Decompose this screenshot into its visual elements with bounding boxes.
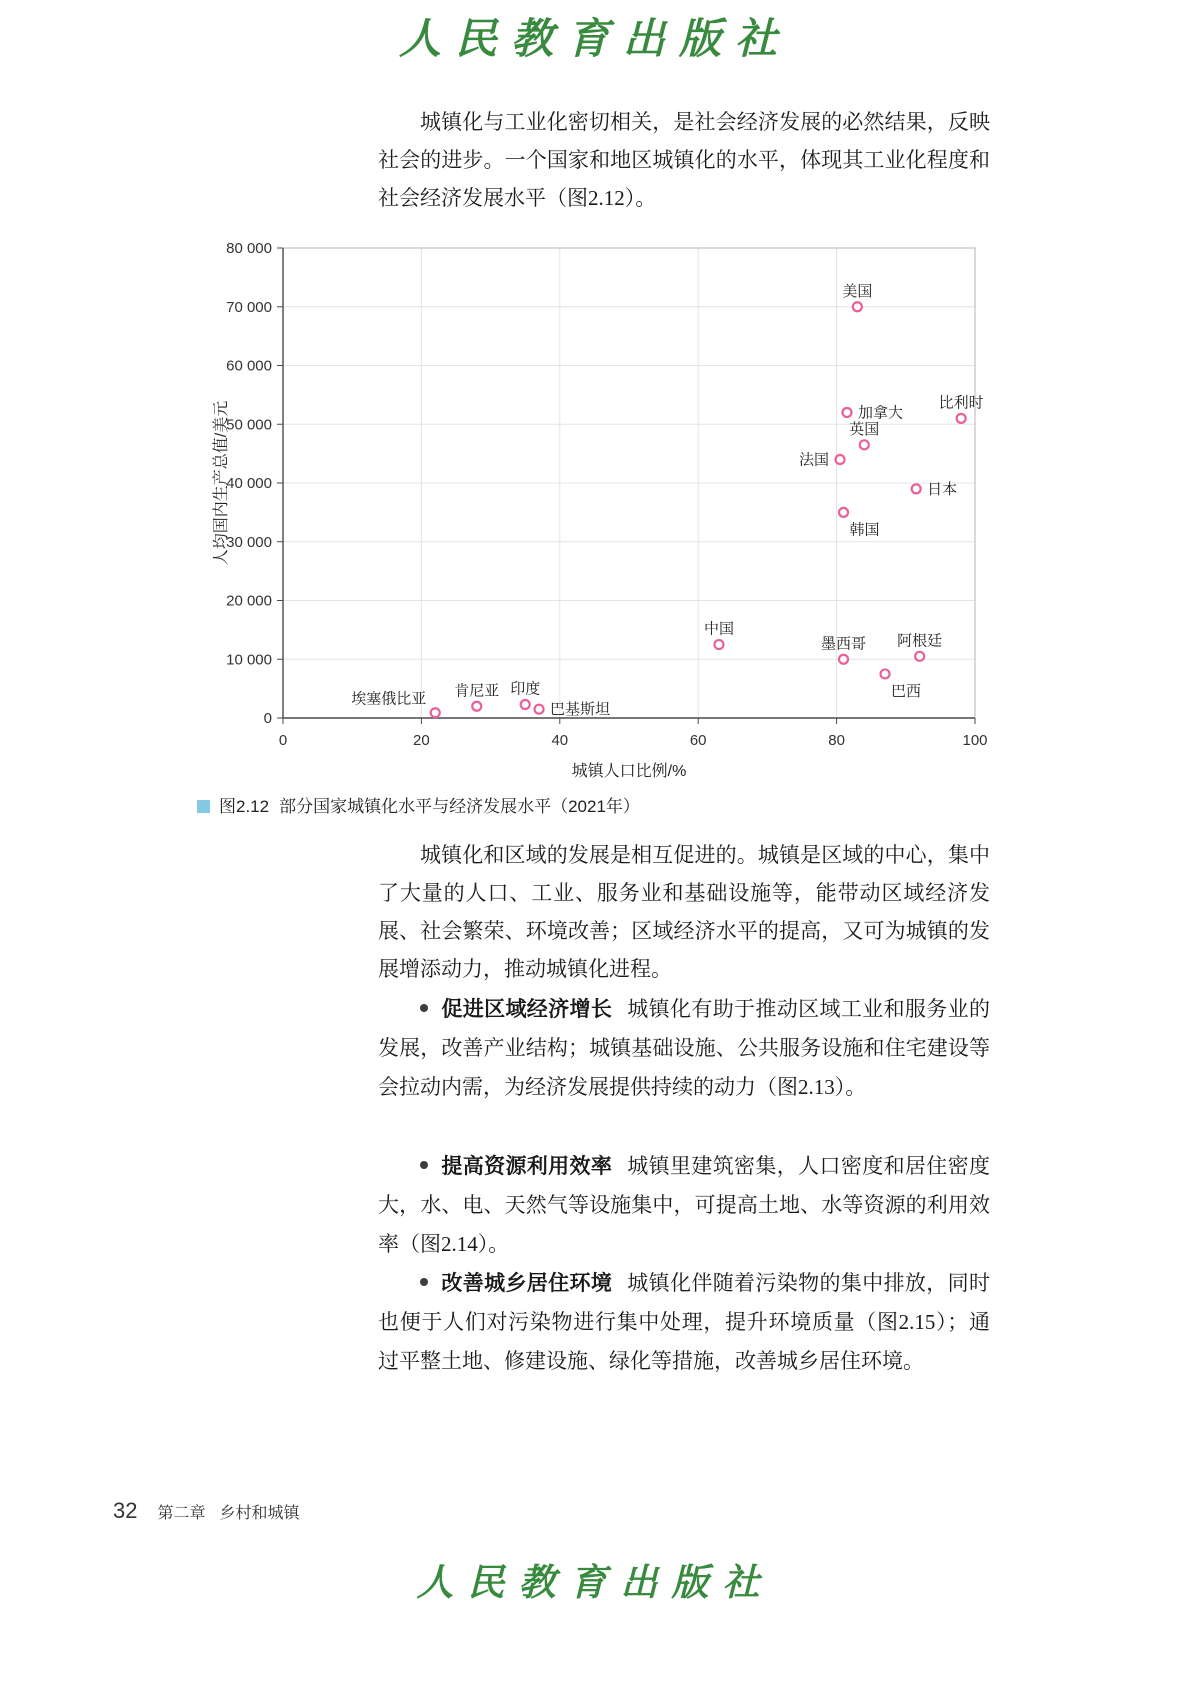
data-point-label: 中国 <box>703 620 734 638</box>
y-tick-label: 70 000 <box>226 298 272 316</box>
data-point-label: 埃塞俄比亚 <box>351 690 427 708</box>
data-point-label: 肯尼亚 <box>454 682 500 700</box>
caption-marker-icon <box>197 800 210 813</box>
data-point-label: 日本 <box>927 480 958 498</box>
bullet-text: 城镇化有助于推动区域工业和服务业的发展，改善产业结构；城镇基础设施、公共服务设施和住宅建设等会拉动内需，为经济发展提供持续的动力（图2.13）。 <box>378 997 991 1099</box>
data-point-美国 <box>853 302 862 311</box>
x-axis-title: 城镇人口比例/% <box>571 763 687 778</box>
data-point-中国 <box>714 640 723 649</box>
y-tick-label: 40 000 <box>226 475 272 492</box>
chapter-title: 乡村和城镇 <box>219 1505 300 1522</box>
data-point-阿根廷 <box>915 652 924 661</box>
bullet-icon <box>420 1004 428 1012</box>
bullet-item <box>378 1147 990 1264</box>
x-tick-label: 80 <box>828 732 845 749</box>
data-point-label: 美国 <box>842 282 873 300</box>
data-point-英国 <box>860 440 869 449</box>
data-point-巴西 <box>881 669 890 678</box>
data-point-label: 印度 <box>510 680 541 698</box>
data-point-法国 <box>836 455 845 464</box>
bullet-icon <box>420 1278 428 1286</box>
x-tick-label: 100 <box>962 732 988 749</box>
y-tick-label: 60 000 <box>226 357 272 375</box>
y-tick-label: 10 000 <box>226 651 272 669</box>
x-tick-label: 60 <box>689 732 707 749</box>
bullet-icon <box>420 1161 428 1169</box>
data-point-label: 加拿大 <box>857 404 903 422</box>
data-point-label: 英国 <box>849 420 880 438</box>
y-tick-label: 30 000 <box>226 533 272 551</box>
data-point-比利时 <box>957 414 966 423</box>
bullet-item <box>378 1264 990 1381</box>
page-number: 32 <box>113 1498 138 1523</box>
data-point-label: 巴基斯坦 <box>550 701 611 719</box>
bullet-item <box>378 990 990 1107</box>
y-tick-label: 80 000 <box>226 240 272 257</box>
data-point-墨西哥 <box>839 655 848 664</box>
data-point-label: 墨西哥 <box>821 635 867 653</box>
y-tick-label: 20 000 <box>226 592 272 610</box>
data-point-label: 比利时 <box>938 394 984 412</box>
data-point-label: 韩国 <box>849 521 880 539</box>
caption-label: 图2.12 <box>219 797 270 816</box>
publisher-logo-top: 人民教育出版社 <box>398 14 791 63</box>
data-point-label: 巴西 <box>891 682 922 700</box>
y-tick-label: 0 <box>263 710 272 727</box>
page-footer <box>113 1498 300 1524</box>
y-axis-title: 人均国内生产总值/美元 <box>213 400 230 566</box>
bullet-title: 改善城乡居住环境 <box>441 1271 613 1295</box>
scatter-plot <box>200 238 1000 778</box>
data-point-肯尼亚 <box>472 702 481 711</box>
data-point-label: 法国 <box>799 451 830 469</box>
bullet-title: 提高资源利用效率 <box>441 1154 613 1178</box>
bullet-text: 城镇里建筑密集，人口密度和居住密度大，水、电、天然气等设施集中，可提高土地、水等资源的利用效率（图2.14）。 <box>378 1154 991 1256</box>
data-point-韩国 <box>839 508 848 517</box>
data-point-加拿大 <box>842 408 851 417</box>
bullet-text: 城镇化伴随着污染物的集中排放，同时也便于人们对污染物进行集中处理，提升环境质量（图2.15）；通过平整土地、修建设施、绿化等措施，改善城乡居住环境。 <box>378 1271 991 1373</box>
x-tick-label: 40 <box>551 732 569 749</box>
body-paragraph: 城镇化和区域的发展是相互促进的。城镇是区域的中心，集中了大量的人口、工业、服务业和基础设施等，能带动区域经济发展、社会繁荣、环境改善；区域经济水平的提高，又可为城镇的发展增添动力，推动城镇化进程。 <box>378 843 990 981</box>
figure-2-12-chart <box>200 238 1000 778</box>
figure-caption <box>197 792 640 817</box>
publisher-logo-bottom: 人民教育出版社 <box>416 1560 774 1604</box>
bullet-title: 促进区域经济增长 <box>441 997 613 1021</box>
data-point-label: 阿根廷 <box>897 632 943 650</box>
data-point-巴基斯坦 <box>535 705 544 714</box>
data-point-埃塞俄比亚 <box>431 708 440 717</box>
x-tick-label: 20 <box>413 732 430 749</box>
data-point-日本 <box>912 484 921 493</box>
y-tick-label: 50 000 <box>226 416 272 434</box>
chapter-label: 第二章 <box>157 1505 206 1522</box>
caption-text: 部分国家城镇化水平与经济发展水平（2021年） <box>279 797 640 816</box>
data-point-印度 <box>521 700 530 709</box>
intro-paragraph: 城镇化与工业化密切相关，是社会经济发展的必然结果，反映社会的进步。一个国家和地区城镇化的水平，体现其工业化程度和社会经济发展水平（图2.12）。 <box>378 110 990 210</box>
x-tick-label: 0 <box>278 732 288 749</box>
